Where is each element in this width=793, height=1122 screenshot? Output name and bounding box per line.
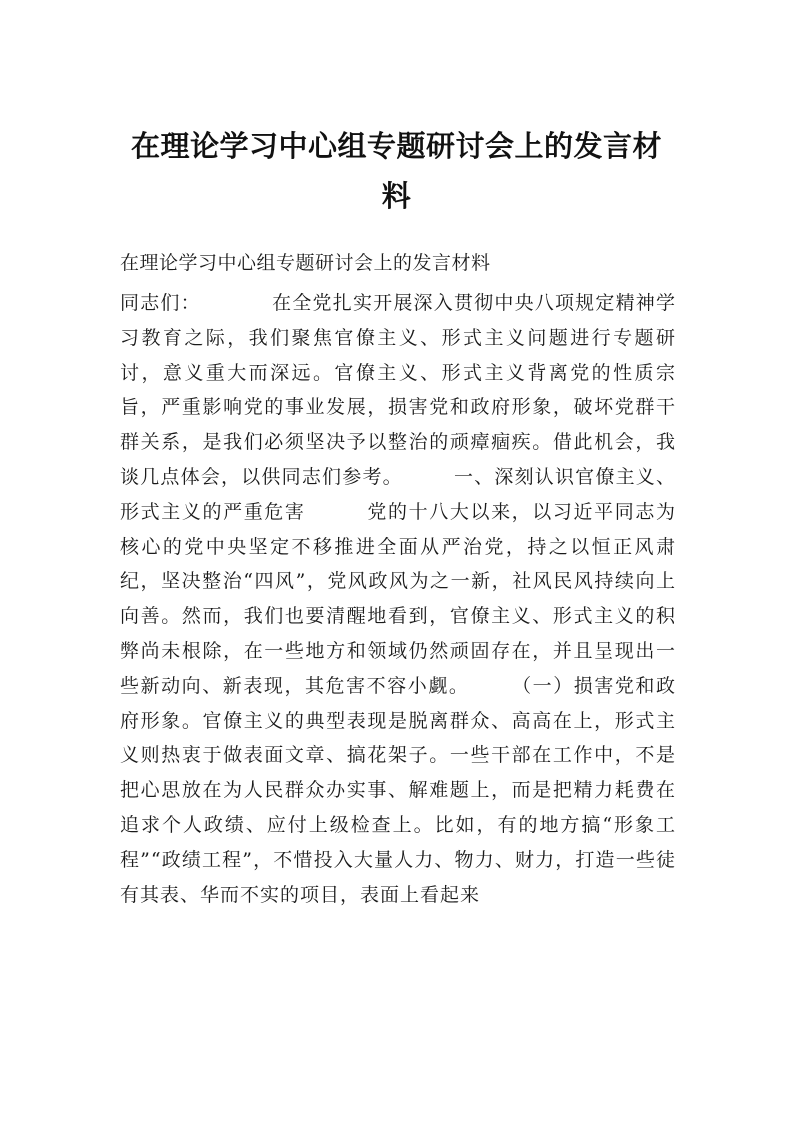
document-title: 在理论学习中心组专题研讨会上的发言材料 [130, 129, 662, 213]
document-subtitle: 在理论学习中心组专题研讨会上的发言材料 [120, 252, 491, 274]
document-body: 同志们： 在全党扎实开展深入贯彻中央八项规定精神学习教育之际，我们聚焦官僚主义、形式主义问题进行专题研讨，意义重大而深远。官僚主义、形式主义背离党的性质宗旨，严重影响党的事业发展，损害党和政府形象，破坏党群干群关系，是我们必须坚决予以整治的顽瘴痼疾。借此机会，我谈几点体会，以供同志们参考。 一、深刻认识官僚主义、形式主义的严重危害 党的十八大以来，以习近平同志为核心的党中央坚定不移推进全面从严治党，持之以恒正风肃纪，坚决整治“四风”，党风政风为之一新，社风民风持续向上向善。然而，我们也要清醒地看到，官僚主义、形式主义的积弊尚未根除，在一些地方和领域仍然顽固存在，并且呈现出一些新动向、新表现，其危害不容小觑。 （一）损害党和政府形象。官僚主义的典型表现是脱离群众、高高在上，形式主义则热衷于做表面文章、搞花架子。一些干部在工作中，不是把心思放在为人民群众办实事、解难题上，而是把精力耗费在追求个人政绩、应付上级检查上。比如，有的地方搞“形象工程”“政绩工程”，不惜投入大量人力、物力、财力，打造一些徒有其表、华而不实的项目，表面上看起来 [120, 292, 676, 906]
